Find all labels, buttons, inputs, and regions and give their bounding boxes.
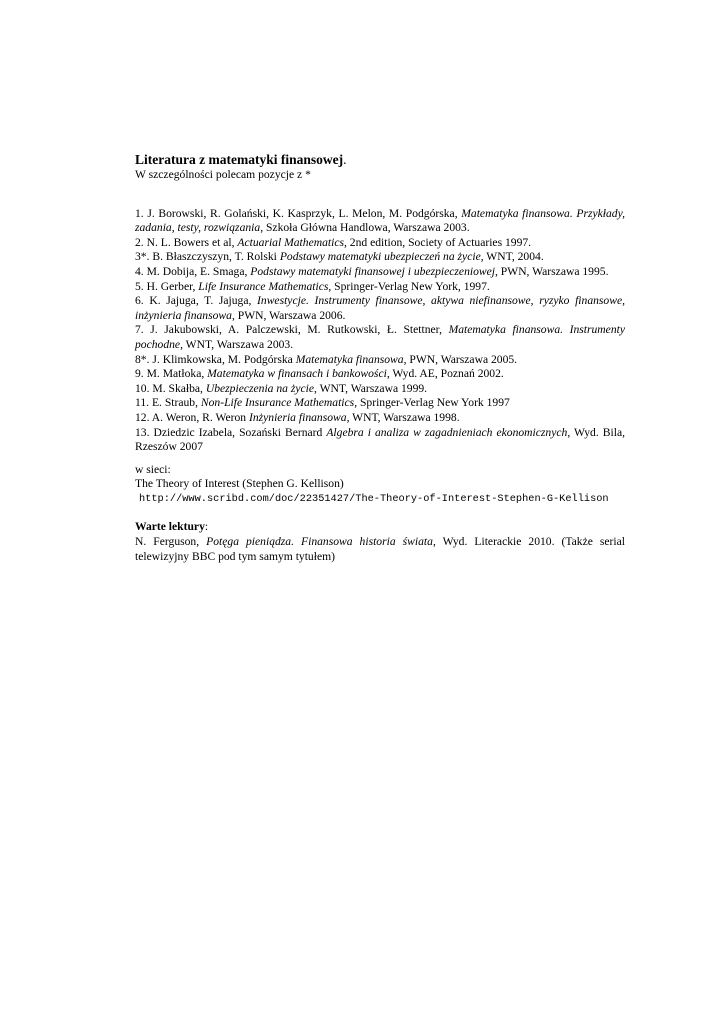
reading-heading-colon: :	[204, 520, 209, 534]
reference-publisher: , PWN, Warszawa 2006.	[231, 308, 346, 322]
online-link[interactable]: http://www.scribd.com/doc/22351427/The-Theory-of-Interest-Stephen-G-Kellison	[139, 492, 609, 505]
reference-title: Inżynieria finansowa	[248, 410, 347, 424]
reference-publisher: , Wyd. AE, Poznań 2002.	[386, 367, 504, 381]
reference-authors: 4. M. Dobija, E. Smaga,	[135, 264, 251, 278]
reference-item	[135, 353, 625, 368]
reference-title: Ubezpieczenia na życie	[205, 381, 315, 395]
reference-item	[135, 396, 625, 411]
reference-authors: 2. N. L. Bowers et al,	[135, 235, 238, 249]
reading-item	[135, 535, 625, 564]
reference-title: Inwestycje. Instrumenty finansowe, aktywa niefinansowe, ryzyko finansowe, inżynieria finansowa	[135, 294, 625, 322]
reference-authors: 11. E. Straub,	[135, 396, 201, 410]
reference-title: Life Insurance Mathematics	[198, 279, 329, 293]
reference-publisher: , WNT, 2004.	[480, 250, 544, 264]
reference-publisher: , Szkoła Główna Handlowa, Warszawa 2003.	[260, 221, 470, 235]
reference-item	[135, 426, 625, 455]
online-item: The Theory of Interest (Stephen G. Kellison)	[135, 477, 344, 491]
reference-title: Matematyka finansowa. Przykłady, zadania, testy, rozwiązania	[135, 206, 626, 235]
reference-item	[135, 382, 625, 397]
reference-item	[135, 207, 625, 236]
reference-publisher: , Wyd. Bila, Rzeszów 2007	[135, 425, 625, 454]
reference-title: Matematyka finansowa	[295, 352, 404, 366]
page-title-period: .	[343, 152, 347, 167]
reference-publisher: , 2nd edition, Society of Actuaries 1997.	[344, 235, 532, 249]
reference-publisher: , Springer-Verlag New York, 1997.	[328, 279, 490, 293]
reference-authors: 13. Dziedzic Izabela, Sozański Bernard	[135, 425, 327, 439]
reference-title: Podstawy matematyki finansowej i ubezpieczeniowej	[250, 264, 495, 278]
reference-item	[135, 280, 625, 295]
reference-title: Non-Life Insurance Mathematics	[200, 396, 355, 410]
reference-title: Matematyka w finansach i bankowości	[207, 367, 387, 381]
reference-authors: 5. H. Gerber,	[135, 279, 199, 293]
reading-author: N. Ferguson,	[135, 535, 207, 549]
page-title-text: Literatura z matematyki finansowej	[135, 152, 344, 167]
reference-publisher: , Springer-Verlag New York 1997	[354, 396, 510, 410]
reference-authors: 8*. J. Klimkowska, M. Podgórska	[135, 352, 296, 366]
page-title	[135, 152, 625, 168]
reference-publisher: , WNT, Warszawa 1998.	[346, 410, 460, 424]
reference-item	[135, 250, 625, 265]
section-spacer	[135, 506, 625, 520]
reference-authors: 7. J. Jakubowski, A. Palczewski, M. Rutkowski, Ł. Stettner,	[135, 323, 449, 337]
reference-title: Podstawy matematyki ubezpieczeń na życie	[279, 250, 481, 264]
reference-list	[135, 207, 625, 455]
reference-item	[135, 236, 625, 251]
document-page	[135, 152, 625, 564]
reference-authors: 1. J. Borowski, R. Golański, K. Kasprzyk, L. Melon, M. Podgórska,	[135, 206, 462, 220]
page-subtitle: W szczególności polecam pozycje z *	[135, 168, 311, 181]
reference-authors: 9. M. Matłoka,	[135, 367, 208, 381]
reference-authors: 3*. B. Błaszczyszyn, T. Rolski	[135, 250, 280, 264]
reference-item	[135, 323, 625, 352]
reference-publisher: , WNT, Warszawa 1999.	[314, 381, 428, 395]
reference-item	[135, 411, 625, 426]
reading-details: , Wyd. Literackie 2010. (Także serial telewizyjny BBC pod tym samym tytułem)	[135, 535, 625, 563]
reference-title: Matematyka finansowa. Instrumenty pochodne	[135, 323, 625, 351]
reference-authors: 10. M. Skałba,	[135, 381, 206, 395]
online-section	[135, 463, 625, 507]
reference-item	[135, 265, 625, 280]
reference-item	[135, 294, 625, 323]
reading-section	[135, 520, 625, 564]
reference-publisher: , PWN, Warszawa 2005.	[403, 352, 518, 366]
reading-heading	[135, 520, 625, 535]
online-heading: w sieci:	[135, 462, 171, 476]
reference-title: Actuarial Mathematics	[237, 235, 344, 249]
reference-item	[135, 367, 625, 382]
reference-authors: 6. K. Jajuga, T. Jajuga,	[135, 294, 258, 308]
reference-title: Algebra i analiza w zagadnieniach ekonomicznych	[326, 425, 568, 439]
reference-publisher: , PWN, Warszawa 1995.	[495, 264, 609, 278]
reading-title: Potęga pieniądza. Finansowa historia świata	[206, 535, 433, 549]
reference-publisher: , WNT, Warszawa 2003.	[180, 337, 294, 351]
reference-authors: 12. A. Weron, R. Weron	[135, 410, 249, 424]
reading-heading-text: Warte lektury	[135, 520, 205, 534]
